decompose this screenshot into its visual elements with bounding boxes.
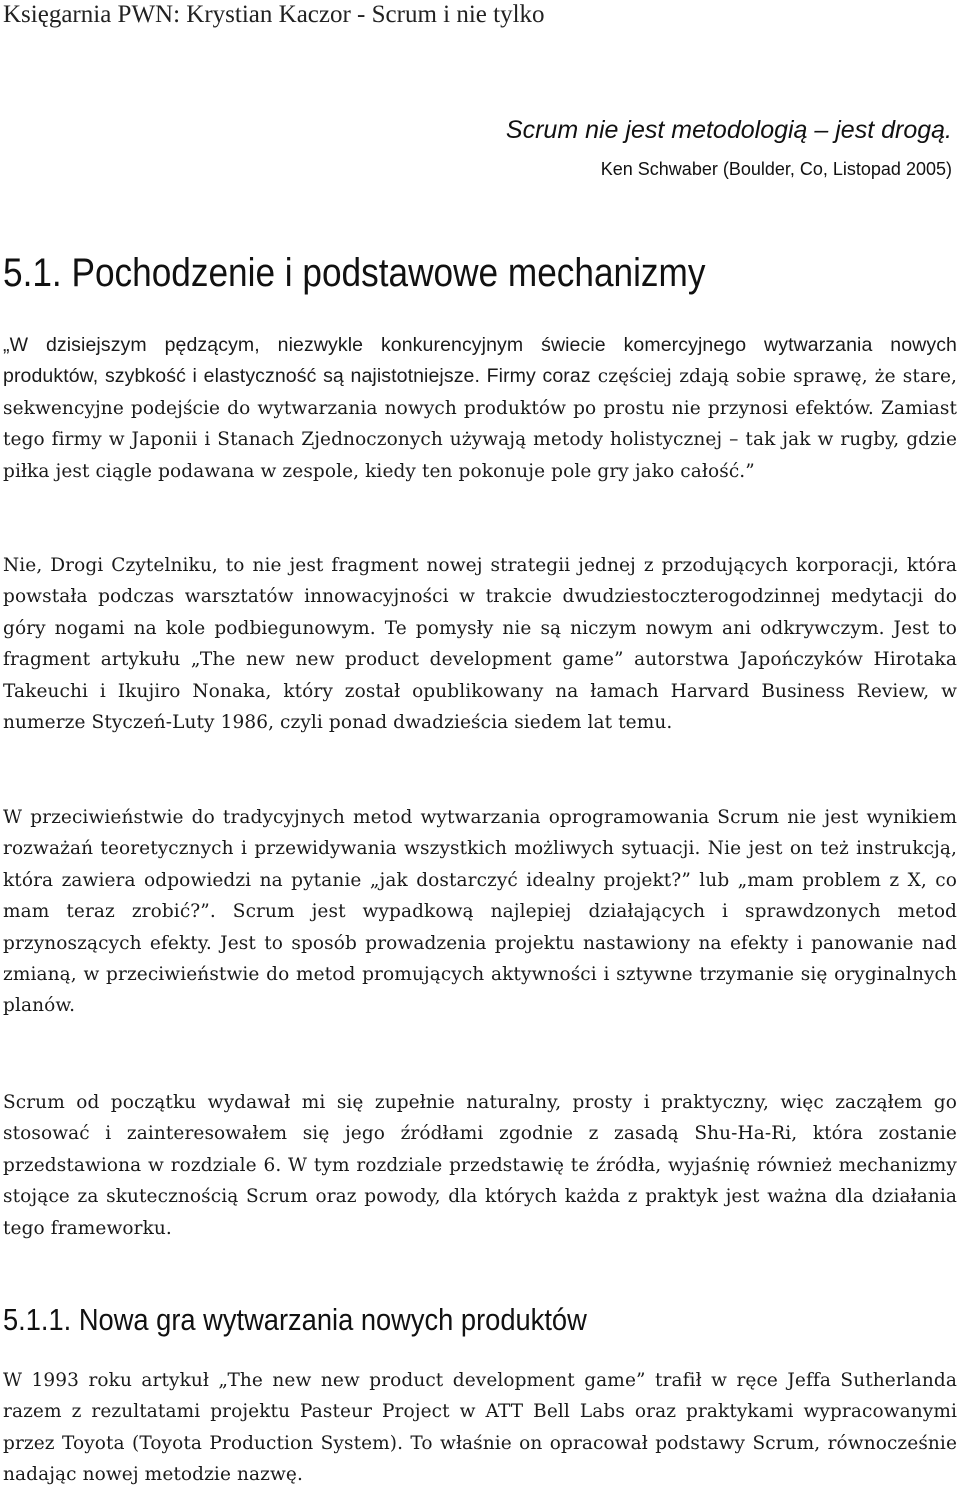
- section-title: 5.1.1. Nowa gra wytwarzania nowych produktów: [3, 1302, 587, 1337]
- paragraph-history: W 1993 roku artykuł „The new new product development game” trafił w ręce Jeffa Sutherlanda razem z rezultatami projektu Pasteur Project w ATT Bell Labs oraz praktykami wypracowanymi przez Toyota (Toyota Production System). To właśnie on opracował podstawy Scrum, równocześnie nadając nowej metodzie nazwę.: [3, 1370, 957, 1486]
- motto-quote: Scrum nie jest metodologią – jest drogą.: [505, 116, 952, 144]
- motto-author: Ken Schwaber (Boulder, Co, Listopad 2005): [600, 159, 952, 179]
- paragraph-personal: Scrum od początku wydawał mi się zupełnie naturalny, prosty i praktyczny, więc zacząłem go stosować i zainteresowałem się jego źródłami zgodnie z zasadą Shu-Ha-Ri, która zostanie przedstawiona w rozdziale 6. W tym rozdziale przedstawię te źródła, wyjaśnię również mechanizmy stojące za skutecznością Scrum oraz powody, dla których każda z praktyk jest ważna dla działania tego frameworku.: [3, 1092, 957, 1239]
- paragraph-intro: Nie, Drogi Czytelniku, to nie jest fragment nowej strategii jednej z przodujących korporacji, która powstała podczas warsztatów innowacyjności w trakcie dwudziestoczterogodzinnej medytacji do góry nogami na kole podbiegunowym. Te pomysły nie są niczym nowym ani odkrywczym. Jest to fragment artykułu „The new new product development game” autorstwa Japończyków Hirotaka Takeuchi i Ikujiro Nonaka, który został opublikowany na łamach Harvard Business Review, w numerze Styczeń-Luty 1986, czyli ponad dwadzieścia siedem lat temu.: [3, 555, 957, 734]
- chapter-motto: [252, 115, 952, 181]
- paragraph-quote: [3, 330, 957, 487]
- paragraph-comparison: W przeciwieństwie do tradycyjnych metod wytwarzania oprogramowania Scrum nie jest wynikiem rozważań teoretycznych i przewidywania wszystkich możliwych sytuacji. Nie jest on też instrukcją, która zawiera odpowiedzi na pytanie „jak dostarczyć idealny projekt?” lub „mam problem z X, co mam teraz zrobić?”. Scrum jest wypadkową najlepiej działających i sprawdzonych metod przynoszących efekty. Jest to sposób prowadzenia projektu nastawiony na efekty i panowanie nad zmianą, w przeciwieństwie do metod promujących aktywności i sztywne trzymanie się oryginalnych planów.: [3, 807, 957, 1017]
- paragraph-quote-lead: „W dzisiejszym pędzącym, niezwykle konkurencyjnym świecie komercyjnego wytwarzania nowych produktów, szybkość i elastyczność są najistotniejsze. Firmy coraz: [3, 334, 957, 388]
- paragraph-quote-rest: częściej zdają sobie sprawę, że stare, sekwencyjne podejście do wytwarzania nowych produktów po prostu nie przynosi efektów. Zamiast tego firmy w Japonii i Stanach Zjednoczonych używają metody holistycznej – tak jak w rugby, gdzie piłka jest ciągle podawana w zespole, kiedy ten pokonuje pole gry jako całość.”: [3, 366, 957, 482]
- page-header-title: Księgarnia PWN: Krystian Kaczor - Scrum i nie tylko: [3, 1, 545, 28]
- chapter-title: 5.1. Pochodzenie i podstawowe mechanizmy: [3, 251, 706, 295]
